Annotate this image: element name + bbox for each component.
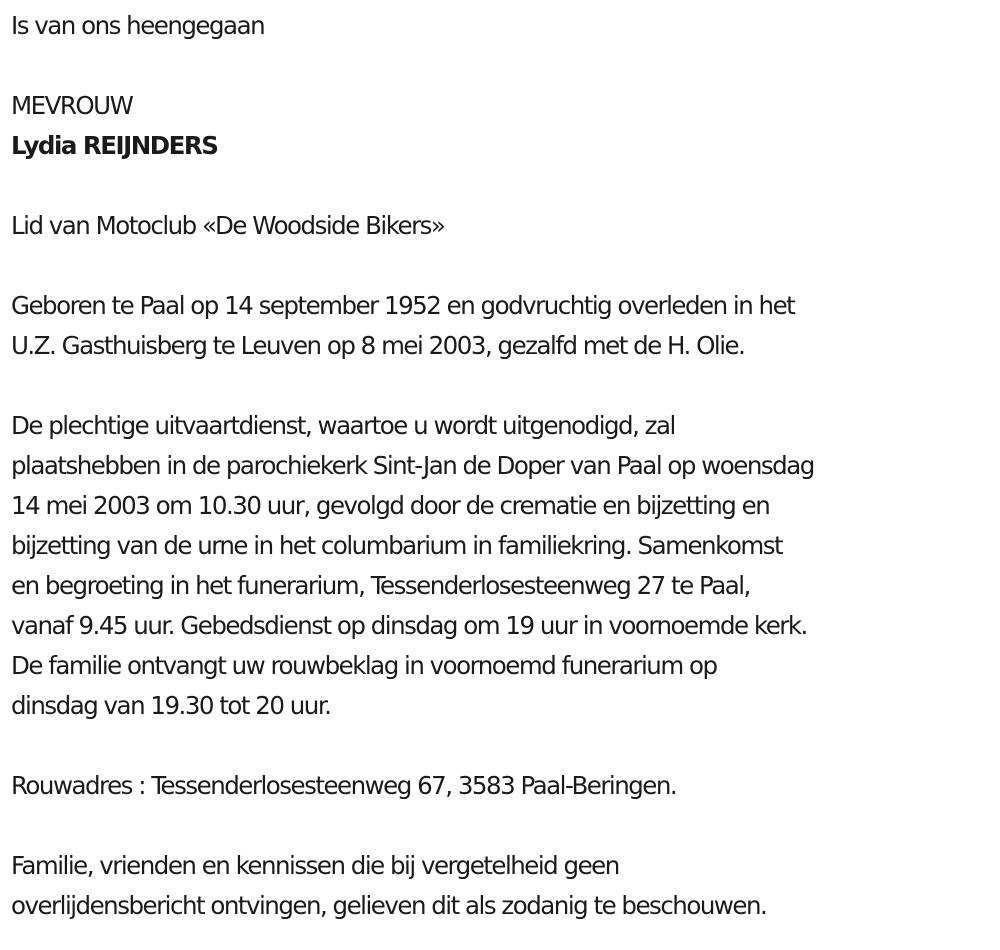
obituary-document: [11, 6, 996, 926]
paragraph-line: vanaf 9.45 uur. Gebedsdienst op dinsdag om 19 uur in voornoemde kerk.: [11, 611, 807, 640]
paragraph-line: dinsdag van 19.30 tot 20 uur.: [11, 691, 331, 720]
spacer: [11, 726, 996, 766]
spacer: [11, 366, 996, 406]
paragraph-line: plaatshebben in de parochiekerk Sint-Jan de Doper van Paal op woensdag: [11, 451, 814, 480]
paragraph-line: 14 mei 2003 om 10.30 uur, gevolgd door de crematie en bijzetting en: [11, 491, 770, 520]
spacer: [11, 46, 996, 86]
spacer: [11, 166, 996, 206]
membership-text: Lid van Motoclub «De Woodside Bikers»: [11, 211, 445, 240]
paragraph-line: De plechtige uitvaartdienst, waartoe u wordt uitgenodigd, zal: [11, 411, 675, 440]
spacer: [11, 246, 996, 286]
paragraph-line: bijzetting van de urne in het columbarium in familiekring. Samenkomst: [11, 531, 783, 560]
spacer: [11, 806, 996, 846]
paragraph-line: overlijdensbericht ontvingen, gelieven dit als zodanig te beschouwen.: [11, 891, 767, 920]
funeral-paragraph: [11, 406, 996, 726]
birth-death-paragraph: [11, 286, 996, 366]
paragraph-line: Familie, vrienden en kennissen die bij vergetelheid geen: [11, 851, 619, 880]
salutation: MEVROUW: [11, 91, 133, 120]
paragraph-line: en begroeting in het funerarium, Tessenderlosesteenweg 27 te Paal,: [11, 571, 750, 600]
paragraph-line: Geboren te Paal op 14 september 1952 en godvruchtig overleden in het: [11, 291, 795, 320]
paragraph-line: De familie ontvangt uw rouwbeklag in voornoemd funerarium op: [11, 651, 717, 680]
mourning-address: Rouwadres : Tessenderlosesteenweg 67, 3583 Paal-Beringen.: [11, 771, 677, 800]
intro-text: Is van ons heengegaan: [11, 11, 265, 40]
paragraph-line: U.Z. Gasthuisberg te Leuven op 8 mei 2003, gezalfd met de H. Olie.: [11, 331, 745, 360]
closing-paragraph: [11, 846, 996, 926]
deceased-name: Lydia REIJNDERS: [11, 131, 218, 160]
